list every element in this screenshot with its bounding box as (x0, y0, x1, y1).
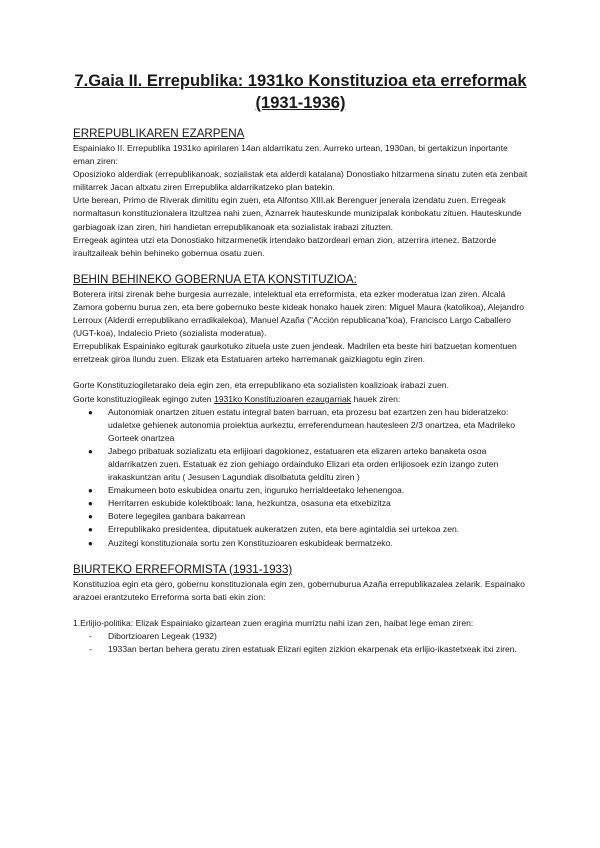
section-errepublikaren-ezarpena (73, 126, 528, 260)
list-item: ● Emakumeen boto eskubidea onartu zen, inguruko herrialdeetako lehenengoa. (73, 484, 528, 497)
features-underlined-text: 1931ko Konstituzioaren ezaugarriak (213, 393, 352, 404)
religious-laws-list (73, 630, 528, 656)
document-title (73, 70, 528, 114)
section-heading: BIURTEKO ERREFORMISTA (1931-1933) (73, 562, 293, 576)
list-item: - 1933an bertan behera geratu ziren estatuak Elizari egiten zizkion ekarpenak eta erlijio-ikastetxeak itxi ziren. (73, 643, 528, 656)
list-item: ● Herritarren eskubide kolektiboak: lana, hezkuntza, osasuna eta etxebizitza (73, 497, 528, 510)
paragraph: Erregeak agintea utzi eta Donostiako hitzarmenetik irtendako batzordeari eman zion, atzerrira irtenez. Batzorde iraultzaileak behin behineko gobernua osatu zuen. (73, 234, 497, 258)
title-line-2: (1931-1936) (255, 94, 346, 112)
paragraph: Urte berean, Primo de Riverak dimititu egin zuen, eta Alfontso XIII.ak Berenguer jenerala izendatu zuen. Erregeak normaltasun konstituzionalera itzultzea nahi zuen, Aznarrek hauteskunde munizipalak konbokatu zituen. Hauteskunde garbiagoak izan ziren, hiri handietan errepublikanoak eta sozialistak irabazi zituzten. (73, 195, 522, 232)
features-intro: Gorte konstituziogileak egingo zuten (73, 393, 214, 404)
list-item: ● Botere legegilea ganbara bakarrean (73, 510, 528, 523)
paragraph: Boterera iritsi zirenak behe burgesia aurrezale, intelektual eta erreformista, eta ezker moderatua izan ziren. Alcalá Zamora gobernu burua zen, eta bere gobernuko beste kideak honako hauek ziren: Miguel Maura (katolikoa), Alejandro Lerroux (Alderdi errepublikano erradikalekoa), Manuel Azaña ("Acción republicana"koa), Francisco Largo Caballero (UGT-koa), Indalecio Prieto (sozialista moderatua). (73, 288, 524, 339)
paragraph: Oposizioko alderdiak (errepublikanoak, sozialistak eta alderdi katalana) Donostiako hitzarmena sinatu zuten eta zenbait militarrek Jacan altxatu ziren Errepublika aldarrikatzeko plan batekin. (73, 169, 528, 193)
paragraph: Errepublikak Espainiako egiturak gaurkotuko zituela uste zuen jendeak. Madrilen eta beste hiri batzuetan komentuen erretzeak giroa ilundu zuen. Elizak eta Estatuaren arteko harremanak gaizkiagotu egin ziren. (73, 341, 517, 365)
paragraph: 1.Erlijio-politika: Elizak Espainiako gizartean zuen eragina murriztu nahi izan zen, haibat lege eman ziren: (73, 617, 474, 628)
list-item: ● Errepublikako presidentea, diputatuek aukeratzen zuten, eta bere agintaldia sei urtekoa zen. (73, 523, 528, 536)
paragraph: Espainiako II. Errepublika 1931ko apirilaren 14an aldarrikatu zen. Aurreko urtean, 1930an, bi gertakizun inportante eman ziren: (73, 143, 508, 167)
section-heading: BEHIN BEHINEKO GOBERNUA ETA KONSTITUZIOA: (73, 272, 357, 286)
features-intro-end: hauek ziren: (351, 393, 401, 404)
section-biurteko-erreformista (73, 562, 528, 656)
list-item: ● Autonomiak onartzen zituen estatu integral baten barruan, eta prozesu bat ezartzen zen hau bideratzeko: udaletxe gehienek autonomia proiektua aurkeztu, erreferendumean hautesleen 2/3 onartzea, eta Madrileko Gorteek onartzea (73, 406, 528, 445)
paragraph: Konstituzioa egin eta gero, gobernu konstituzionala egin zen, gobernuburua Azaña errepublikazalea zelarik. Espainako arazoei erantzuteko Erreforma sorta bati ekin zion: (73, 578, 525, 602)
list-item: ● Auzitegi konstituzionala sortu zen Konstituzioaren eskubideak bermatzeko. (73, 537, 528, 550)
paragraph: Gorte Konstituziogiletarako deia egin zen, eta errepublikano eta sozialisten koalizioak irabazi zuen. (73, 380, 449, 391)
section-behin-behineko-gobernua (73, 272, 528, 550)
title-line-1: 7.Gaia II. Errepublika: 1931ko Konstituzioa eta erreformak (74, 72, 527, 90)
paragraph (73, 393, 528, 406)
constitution-features-list (73, 406, 528, 550)
list-item: - Dibortzioaren Legeak (1932) (73, 630, 528, 643)
list-item: ● Jabego pribatuak sozializatu eta erlijioari dagokionez, estatuaren eta elizaren arteko banaketa osoa aldarrikatzen zuen. Estatuak ez zion gehiago ordainduko Elizari eta orden erlijiosoek ezin izango zuten irakaskuntzan aritu ( Jesusen Lagundiak disolbatuta gelditu ziren ) (73, 445, 528, 484)
section-heading: ERREPUBLIKAREN EZARPENA (73, 127, 245, 140)
document-page (73, 70, 528, 656)
